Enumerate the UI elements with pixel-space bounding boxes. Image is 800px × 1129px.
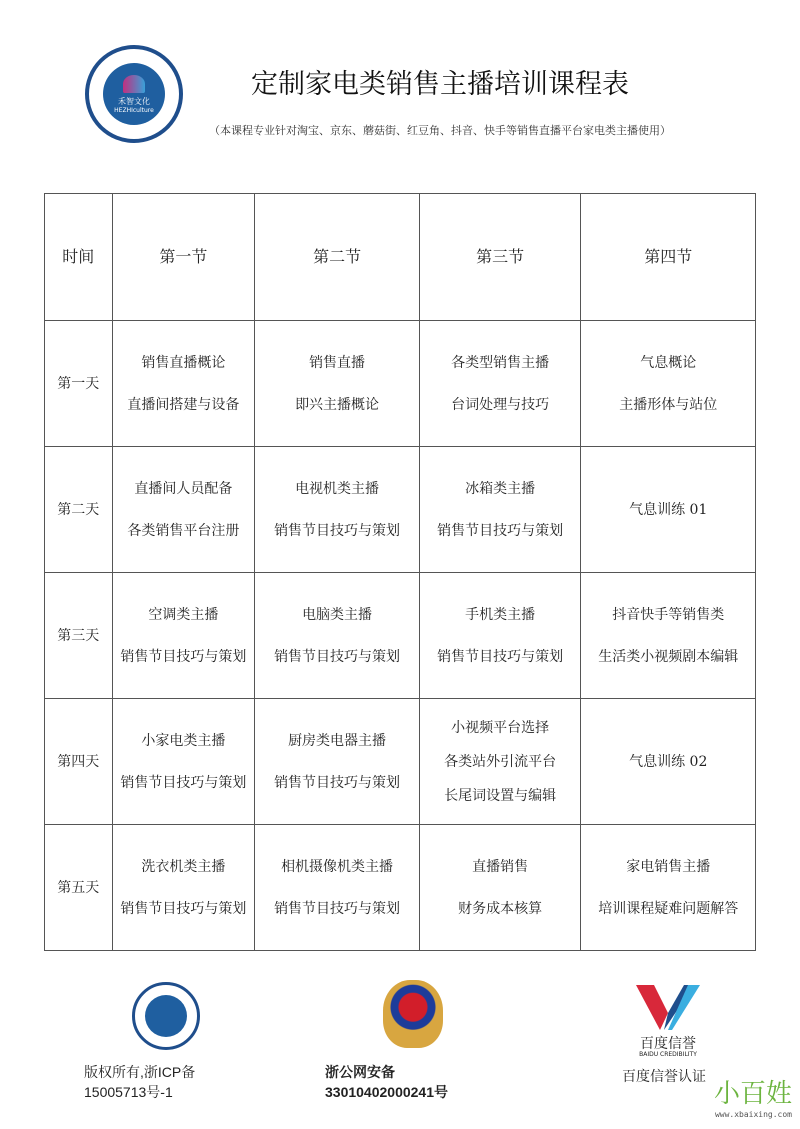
column-header: 时间: [45, 194, 113, 321]
day-cell: 第一天: [45, 321, 113, 447]
course-cell: [419, 699, 581, 825]
course-cell: [419, 321, 581, 447]
course-cell: [112, 699, 255, 825]
table-row: [45, 825, 756, 951]
column-header: 第二节: [255, 194, 420, 321]
course-cell: [112, 447, 255, 573]
course-cell: [419, 573, 581, 699]
course-line: 直播间人员配备: [134, 480, 233, 497]
course-line: 气息训练 02: [629, 753, 708, 770]
day-cell: 第二天: [45, 447, 113, 573]
course-line: 台词处理与技巧: [451, 396, 550, 413]
course-cell: [112, 573, 255, 699]
baidu-logo-en: BAIDU CREDIBILITY: [639, 1051, 697, 1058]
baidu-credibility-logo: [636, 985, 700, 1030]
course-line: 培训课程疑难问题解答: [598, 900, 739, 917]
course-line: 家电销售主播: [626, 858, 711, 875]
course-cell: [581, 699, 756, 825]
course-cell: [112, 825, 255, 951]
baidu-logo-cn: 百度信誉: [640, 1036, 696, 1052]
day-cell: 第四天: [45, 699, 113, 825]
course-cell: [255, 825, 420, 951]
police-record-text: 浙公网安备 33010402000241号: [325, 1064, 449, 1100]
course-line: 气息训练 01: [629, 501, 708, 518]
course-cell: [255, 699, 420, 825]
day-cell: 第五天: [45, 825, 113, 951]
course-line: 主播形体与站位: [619, 396, 718, 413]
course-line: 电脑类主播: [302, 606, 373, 623]
column-header: 第三节: [419, 194, 581, 321]
course-line: 各类销售平台注册: [127, 522, 240, 539]
logo-text: 禾智文化: [118, 96, 150, 106]
baidu-cert-text: 百度信誉认证: [622, 1068, 706, 1084]
course-cell: [112, 321, 255, 447]
course-line: 抖音快手等销售类: [612, 606, 725, 623]
course-line: 小视频平台选择: [451, 719, 550, 736]
course-cell: [255, 447, 420, 573]
course-line: 销售节目技巧与策划: [274, 648, 401, 665]
course-line: 直播间搭建与设备: [127, 396, 240, 413]
course-line: 各类型销售主播: [451, 354, 550, 371]
table-row: [45, 321, 756, 447]
footer-company-logo: [132, 982, 200, 1050]
course-line: 洗衣机类主播: [141, 858, 226, 875]
course-cell: [419, 825, 581, 951]
day-cell: 第三天: [45, 573, 113, 699]
page-title: 定制家电类销售主播培训课程表: [251, 69, 629, 100]
course-line: 冰箱类主播: [465, 480, 536, 497]
course-cell: [581, 573, 756, 699]
course-line: 销售节目技巧与策划: [120, 774, 247, 791]
course-line: 即兴主播概论: [295, 396, 380, 413]
course-cell: [255, 573, 420, 699]
course-line: 销售节目技巧与策划: [274, 900, 401, 917]
course-schedule-table: [44, 193, 756, 951]
course-line: 销售直播: [309, 354, 366, 371]
course-line: 生活类小视频剧本编辑: [598, 648, 739, 665]
company-logo: [85, 45, 183, 143]
course-cell: [581, 825, 756, 951]
course-line: 相机摄像机类主播: [281, 858, 394, 875]
course-line: 销售节目技巧与策划: [274, 774, 401, 791]
course-line: 小家电类主播: [141, 732, 226, 749]
course-line: 厨房类电器主播: [288, 732, 387, 749]
course-cell: [255, 321, 420, 447]
course-line: 销售直播概论: [141, 354, 226, 371]
table-row: [45, 699, 756, 825]
course-line: 各类站外引流平台: [444, 753, 557, 770]
course-line: 电视机类主播: [295, 480, 380, 497]
course-cell: [419, 447, 581, 573]
police-emblem: [383, 980, 443, 1048]
course-line: 销售节目技巧与策划: [274, 522, 401, 539]
copyright-text: 版权所有,浙ICP备15005713号-1: [84, 1064, 196, 1100]
course-line: 销售节目技巧与策划: [120, 900, 247, 917]
table-row: [45, 573, 756, 699]
course-line: 直播销售: [472, 858, 529, 875]
header-row: [45, 194, 756, 321]
logo-sub: HEZHIculture: [114, 106, 154, 114]
course-line: 销售节目技巧与策划: [120, 648, 247, 665]
course-cell: [581, 447, 756, 573]
course-cell: [581, 321, 756, 447]
course-line: 空调类主播: [148, 606, 219, 623]
table-row: [45, 447, 756, 573]
course-line: 长尾词设置与编辑: [444, 787, 557, 804]
subtitle: （本课程专业针对淘宝、京东、蘑菇街、红豆角、抖音、快手等销售直播平台家电类主播使用）: [209, 124, 671, 137]
course-line: 销售节目技巧与策划: [437, 522, 564, 539]
course-line: 销售节目技巧与策划: [437, 648, 564, 665]
course-line: 手机类主播: [465, 606, 536, 623]
course-line: 气息概论: [640, 354, 697, 371]
column-header: 第一节: [112, 194, 255, 321]
watermark: 小百姓 www.xbaixing.com: [713, 1079, 792, 1119]
course-line: 财务成本核算: [458, 900, 543, 917]
column-header: 第四节: [581, 194, 756, 321]
